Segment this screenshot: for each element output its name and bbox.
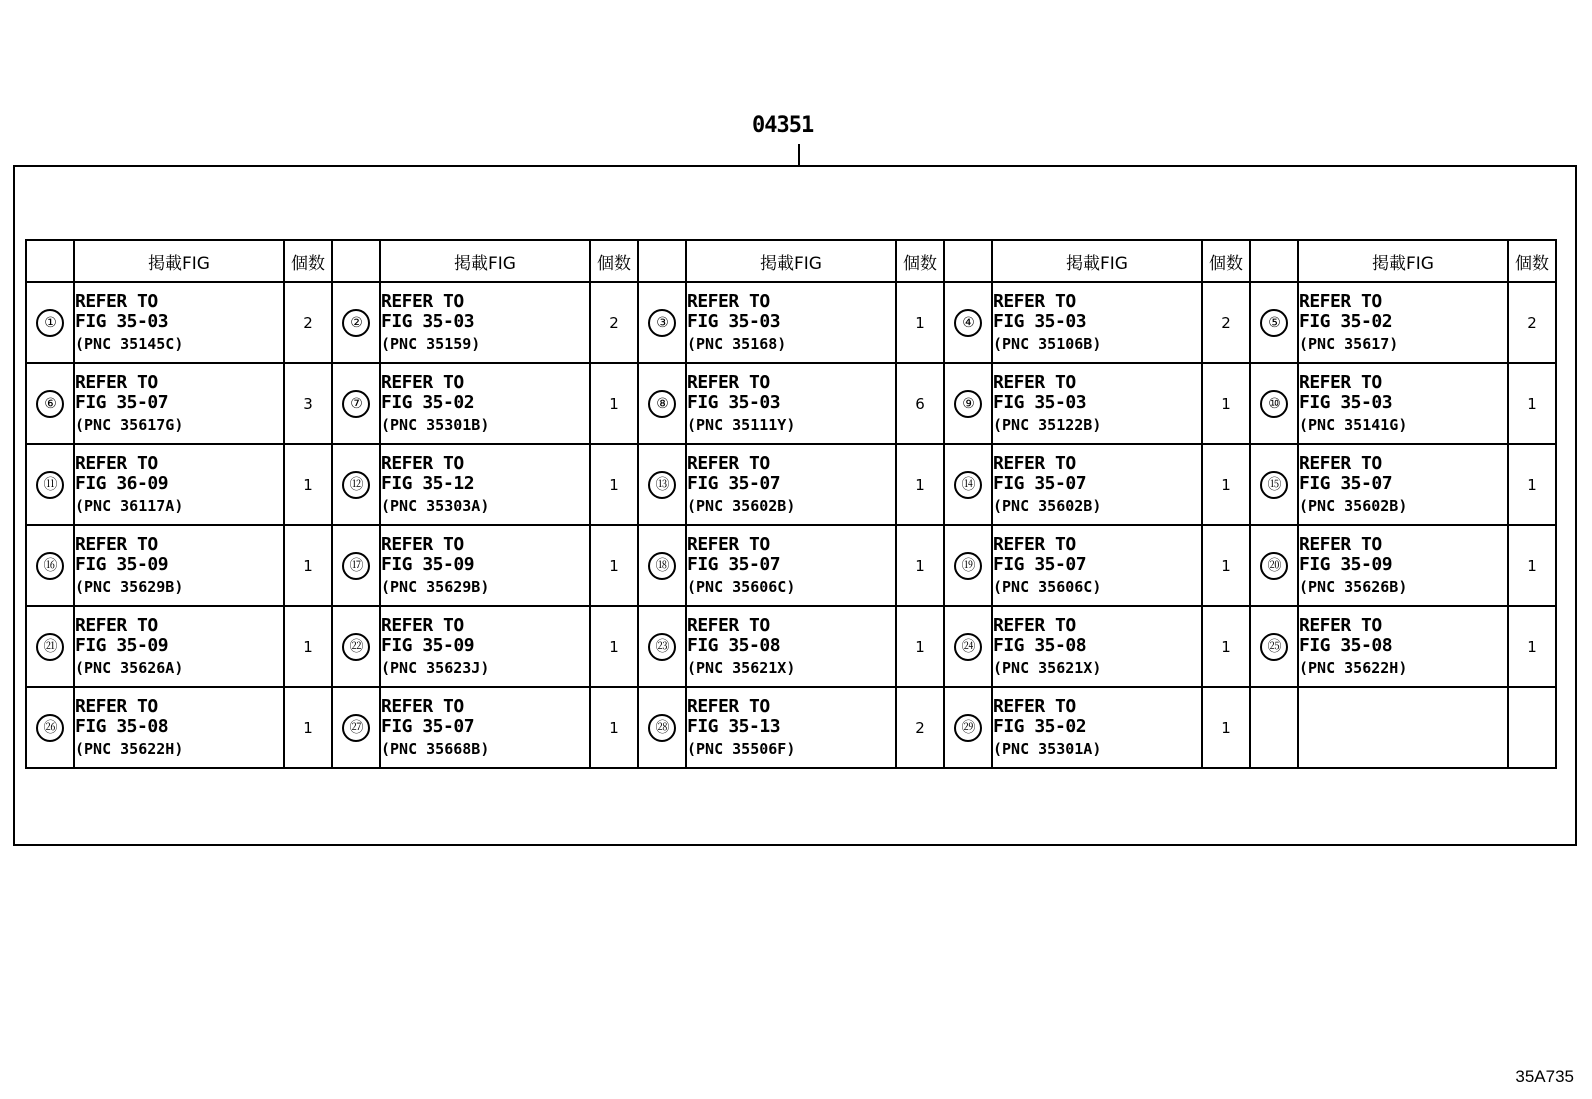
refer-to-text: REFER TO <box>993 533 1076 555</box>
quantity-value: 1 <box>1527 475 1537 494</box>
header-qty-cell: 個数 <box>1202 240 1250 282</box>
header-qty-cell: 個数 <box>896 240 944 282</box>
quantity-cell <box>284 282 332 363</box>
quantity-cell <box>284 363 332 444</box>
quantity-cell <box>1202 687 1250 768</box>
item-number-badge: ㉕ <box>1260 633 1288 661</box>
quantity-cell <box>590 363 638 444</box>
figure-number: FIG 35-03 <box>687 391 781 413</box>
parts-reference-table <box>25 239 1557 769</box>
quantity-cell <box>284 525 332 606</box>
item-number-badge: ⑳ <box>1260 552 1288 580</box>
quantity-value: 2 <box>609 313 619 332</box>
pnc-reference: (PNC 35621X) <box>993 658 1102 677</box>
figure-number: FIG 35-09 <box>381 553 475 575</box>
figure-reference-cell <box>380 687 590 768</box>
refer-to-text: REFER TO <box>381 533 464 555</box>
refer-to-text: REFER TO <box>687 533 770 555</box>
item-number-badge: ⑱ <box>648 552 676 580</box>
quantity-cell <box>896 444 944 525</box>
refer-to-text: REFER TO <box>75 371 158 393</box>
quantity-value: 1 <box>609 556 619 575</box>
header-fig-cell: 掲載FIG <box>686 240 896 282</box>
table-header-row <box>26 240 1556 282</box>
quantity-cell <box>284 444 332 525</box>
quantity-cell <box>284 687 332 768</box>
quantity-cell <box>896 606 944 687</box>
quantity-value: 1 <box>1527 556 1537 575</box>
figure-number: FIG 35-08 <box>993 634 1087 656</box>
pnc-reference: (PNC 35141G) <box>1299 415 1408 434</box>
quantity-cell <box>1202 606 1250 687</box>
item-number-cell <box>638 606 686 687</box>
figure-reference-cell <box>992 525 1202 606</box>
kit-leader-line <box>798 144 800 166</box>
header-fig-cell: 掲載FIG <box>380 240 590 282</box>
refer-to-text: REFER TO <box>687 371 770 393</box>
quantity-cell <box>1508 606 1556 687</box>
refer-to-text: REFER TO <box>381 695 464 717</box>
figure-reference-cell <box>74 282 284 363</box>
figure-number: FIG 35-07 <box>687 472 781 494</box>
item-number-badge: ④ <box>954 309 982 337</box>
figure-reference-cell <box>1298 687 1508 768</box>
item-number-cell <box>332 363 380 444</box>
quantity-value: 1 <box>1221 718 1231 737</box>
quantity-value: 1 <box>303 475 313 494</box>
figure-reference-cell <box>686 282 896 363</box>
quantity-value: 2 <box>1527 313 1537 332</box>
pnc-reference: (PNC 35622H) <box>1299 658 1408 677</box>
table-row <box>26 606 1556 687</box>
table-row <box>26 363 1556 444</box>
table-row <box>26 282 1556 363</box>
figure-reference-cell <box>686 363 896 444</box>
item-number-badge: ① <box>36 309 64 337</box>
quantity-cell <box>1508 444 1556 525</box>
refer-to-text: REFER TO <box>381 290 464 312</box>
figure-number: FIG 35-09 <box>381 634 475 656</box>
item-number-cell <box>332 606 380 687</box>
figure-reference-cell <box>992 606 1202 687</box>
figure-reference-cell <box>1298 444 1508 525</box>
quantity-cell <box>896 687 944 768</box>
figure-number: FIG 35-03 <box>1299 391 1393 413</box>
figure-reference-cell <box>380 363 590 444</box>
quantity-cell <box>590 687 638 768</box>
refer-to-text: REFER TO <box>1299 452 1382 474</box>
drawing-code: 35A735 <box>1515 1067 1574 1086</box>
quantity-value: 1 <box>915 637 925 656</box>
quantity-cell <box>896 282 944 363</box>
refer-to-text: REFER TO <box>687 290 770 312</box>
refer-to-text: REFER TO <box>1299 533 1382 555</box>
pnc-reference: (PNC 35303A) <box>381 496 490 515</box>
figure-reference-cell <box>380 282 590 363</box>
pnc-reference: (PNC 35621X) <box>687 658 796 677</box>
refer-to-text: REFER TO <box>993 614 1076 636</box>
figure-number: FIG 35-09 <box>1299 553 1393 575</box>
item-number-cell <box>26 444 74 525</box>
figure-number: FIG 35-02 <box>993 715 1087 737</box>
pnc-reference: (PNC 35602B) <box>1299 496 1408 515</box>
item-number-badge: ⑩ <box>1260 390 1288 418</box>
header-qty-cell: 個数 <box>284 240 332 282</box>
item-number-cell <box>26 363 74 444</box>
figure-reference-cell <box>74 363 284 444</box>
item-number-badge: ㉔ <box>954 633 982 661</box>
quantity-cell <box>1508 687 1556 768</box>
refer-to-text: REFER TO <box>1299 290 1382 312</box>
figure-number: FIG 35-03 <box>75 310 169 332</box>
figure-number: FIG 35-07 <box>1299 472 1393 494</box>
figure-number: FIG 35-02 <box>381 391 475 413</box>
figure-number: FIG 35-07 <box>993 472 1087 494</box>
figure-reference-cell <box>686 444 896 525</box>
refer-to-text: REFER TO <box>75 290 158 312</box>
item-number-cell <box>26 282 74 363</box>
figure-reference-cell <box>74 687 284 768</box>
refer-to-text: REFER TO <box>687 452 770 474</box>
quantity-value: 2 <box>1221 313 1231 332</box>
item-number-cell <box>944 444 992 525</box>
quantity-value: 1 <box>609 475 619 494</box>
pnc-reference: (PNC 35617) <box>1299 334 1399 353</box>
pnc-reference: (PNC 35111Y) <box>687 415 796 434</box>
refer-to-text: REFER TO <box>1299 614 1382 636</box>
quantity-value: 1 <box>1527 394 1537 413</box>
figure-number: FIG 35-08 <box>75 715 169 737</box>
quantity-cell <box>1202 525 1250 606</box>
item-number-cell <box>944 687 992 768</box>
item-number-badge: ⑫ <box>342 471 370 499</box>
item-number-badge: ⑥ <box>36 390 64 418</box>
refer-to-text: REFER TO <box>1299 371 1382 393</box>
item-number-cell <box>332 282 380 363</box>
item-number-cell <box>332 687 380 768</box>
item-number-badge: ③ <box>648 309 676 337</box>
table-row <box>26 444 1556 525</box>
item-number-badge: ㉙ <box>954 714 982 742</box>
figure-number: FIG 35-03 <box>381 310 475 332</box>
quantity-cell <box>1508 282 1556 363</box>
refer-to-text: REFER TO <box>993 290 1076 312</box>
item-number-badge: ㉖ <box>36 714 64 742</box>
table-row <box>26 687 1556 768</box>
figure-number: FIG 35-07 <box>993 553 1087 575</box>
figure-reference-cell <box>686 687 896 768</box>
pnc-reference: (PNC 35602B) <box>993 496 1102 515</box>
item-number-badge: ⑮ <box>1260 471 1288 499</box>
pnc-reference: (PNC 35602B) <box>687 496 796 515</box>
item-number-cell <box>1250 444 1298 525</box>
header-fig-cell: 掲載FIG <box>992 240 1202 282</box>
item-number-badge: ㉑ <box>36 633 64 661</box>
refer-to-text: REFER TO <box>381 371 464 393</box>
quantity-value: 1 <box>1527 637 1537 656</box>
figure-reference-cell <box>992 687 1202 768</box>
figure-reference-cell <box>992 444 1202 525</box>
item-number-cell <box>944 606 992 687</box>
table-body <box>26 282 1556 768</box>
item-number-cell <box>1250 687 1298 768</box>
quantity-value: 2 <box>303 313 313 332</box>
item-number-cell <box>332 525 380 606</box>
figure-number: FIG 35-07 <box>75 391 169 413</box>
quantity-value: 1 <box>1221 394 1231 413</box>
figure-reference-cell <box>380 525 590 606</box>
refer-to-text: REFER TO <box>75 695 158 717</box>
quantity-value: 1 <box>303 718 313 737</box>
figure-number: FIG 36-09 <box>75 472 169 494</box>
quantity-cell <box>1508 525 1556 606</box>
item-number-badge: ⑦ <box>342 390 370 418</box>
quantity-value: 1 <box>609 394 619 413</box>
pnc-reference: (PNC 35606C) <box>993 577 1102 596</box>
figure-number: FIG 35-03 <box>993 310 1087 332</box>
quantity-cell <box>1202 444 1250 525</box>
item-number-cell <box>638 282 686 363</box>
item-number-badge: ⑧ <box>648 390 676 418</box>
refer-to-text: REFER TO <box>381 452 464 474</box>
item-number-cell <box>944 525 992 606</box>
item-number-cell <box>332 444 380 525</box>
quantity-cell <box>1202 282 1250 363</box>
item-number-cell <box>638 444 686 525</box>
pnc-reference: (PNC 35629B) <box>381 577 490 596</box>
refer-to-text: REFER TO <box>993 695 1076 717</box>
item-number-cell <box>1250 525 1298 606</box>
refer-to-text: REFER TO <box>75 452 158 474</box>
header-qty-cell: 個数 <box>590 240 638 282</box>
item-number-cell <box>1250 606 1298 687</box>
item-number-cell <box>638 525 686 606</box>
item-number-cell <box>944 282 992 363</box>
pnc-reference: (PNC 35606C) <box>687 577 796 596</box>
figure-reference-cell <box>1298 606 1508 687</box>
figure-number: FIG 35-07 <box>381 715 475 737</box>
pnc-reference: (PNC 35122B) <box>993 415 1102 434</box>
quantity-cell <box>1508 363 1556 444</box>
item-number-cell <box>26 687 74 768</box>
pnc-reference: (PNC 35668B) <box>381 739 490 758</box>
item-number-badge: ㉒ <box>342 633 370 661</box>
header-no-cell <box>638 240 686 282</box>
pnc-reference: (PNC 35626A) <box>75 658 184 677</box>
figure-number: FIG 35-03 <box>687 310 781 332</box>
item-number-badge: ⑯ <box>36 552 64 580</box>
pnc-reference: (PNC 35506F) <box>687 739 796 758</box>
quantity-value: 1 <box>609 718 619 737</box>
figure-number: FIG 35-02 <box>1299 310 1393 332</box>
figure-reference-cell <box>686 606 896 687</box>
kit-number-label: 04351 <box>752 113 814 138</box>
figure-number: FIG 35-12 <box>381 472 475 494</box>
refer-to-text: REFER TO <box>381 614 464 636</box>
figure-reference-cell <box>74 606 284 687</box>
quantity-cell <box>1202 363 1250 444</box>
pnc-reference: (PNC 35623J) <box>381 658 490 677</box>
quantity-value: 1 <box>915 313 925 332</box>
pnc-reference: (PNC 35168) <box>687 334 787 353</box>
item-number-cell <box>26 525 74 606</box>
figure-reference-cell <box>1298 363 1508 444</box>
quantity-value: 2 <box>915 718 925 737</box>
item-number-badge: ⑰ <box>342 552 370 580</box>
quantity-cell <box>896 525 944 606</box>
figure-reference-cell <box>992 282 1202 363</box>
refer-to-text: REFER TO <box>75 614 158 636</box>
quantity-value: 1 <box>1221 475 1231 494</box>
header-fig-cell: 掲載FIG <box>74 240 284 282</box>
quantity-cell <box>590 606 638 687</box>
refer-to-text: REFER TO <box>687 695 770 717</box>
pnc-reference: (PNC 35106B) <box>993 334 1102 353</box>
figure-number: FIG 35-03 <box>993 391 1087 413</box>
item-number-badge: ⑭ <box>954 471 982 499</box>
figure-number: FIG 35-08 <box>1299 634 1393 656</box>
figure-reference-cell <box>380 444 590 525</box>
figure-number: FIG 35-08 <box>687 634 781 656</box>
item-number-cell <box>944 363 992 444</box>
item-number-badge: ⑪ <box>36 471 64 499</box>
quantity-cell <box>590 444 638 525</box>
refer-to-text: REFER TO <box>993 371 1076 393</box>
figure-number: FIG 35-09 <box>75 553 169 575</box>
pnc-reference: (PNC 35301A) <box>993 739 1102 758</box>
pnc-reference: (PNC 35626B) <box>1299 577 1408 596</box>
quantity-cell <box>284 606 332 687</box>
item-number-badge: ⑤ <box>1260 309 1288 337</box>
item-number-badge: ⑨ <box>954 390 982 418</box>
table-row <box>26 525 1556 606</box>
figure-reference-cell <box>1298 282 1508 363</box>
quantity-value: 1 <box>915 556 925 575</box>
item-number-badge: ㉓ <box>648 633 676 661</box>
quantity-value: 1 <box>1221 637 1231 656</box>
quantity-value: 3 <box>303 394 313 413</box>
figure-number: FIG 35-13 <box>687 715 781 737</box>
quantity-value: 1 <box>303 637 313 656</box>
item-number-badge: ⑬ <box>648 471 676 499</box>
pnc-reference: (PNC 35617G) <box>75 415 184 434</box>
pnc-reference: (PNC 35629B) <box>75 577 184 596</box>
item-number-cell <box>638 363 686 444</box>
refer-to-text: REFER TO <box>75 533 158 555</box>
item-number-cell <box>1250 282 1298 363</box>
pnc-reference: (PNC 35301B) <box>381 415 490 434</box>
quantity-value: 1 <box>303 556 313 575</box>
refer-to-text: REFER TO <box>687 614 770 636</box>
quantity-value: 1 <box>915 475 925 494</box>
figure-number: FIG 35-07 <box>687 553 781 575</box>
figure-reference-cell <box>1298 525 1508 606</box>
header-no-cell <box>944 240 992 282</box>
item-number-cell <box>638 687 686 768</box>
figure-reference-cell <box>380 606 590 687</box>
pnc-reference: (PNC 35145C) <box>75 334 184 353</box>
figure-number: FIG 35-09 <box>75 634 169 656</box>
header-no-cell <box>26 240 74 282</box>
item-number-badge: ② <box>342 309 370 337</box>
item-number-badge: ㉘ <box>648 714 676 742</box>
refer-to-text: REFER TO <box>993 452 1076 474</box>
quantity-value: 6 <box>915 394 925 413</box>
figure-reference-cell <box>74 525 284 606</box>
figure-reference-cell <box>74 444 284 525</box>
header-fig-cell: 掲載FIG <box>1298 240 1508 282</box>
item-number-badge: ⑲ <box>954 552 982 580</box>
item-number-badge: ㉗ <box>342 714 370 742</box>
figure-reference-cell <box>992 363 1202 444</box>
quantity-cell <box>590 525 638 606</box>
item-number-cell <box>1250 363 1298 444</box>
item-number-cell <box>26 606 74 687</box>
quantity-cell <box>896 363 944 444</box>
pnc-reference: (PNC 35622H) <box>75 739 184 758</box>
pnc-reference: (PNC 36117A) <box>75 496 184 515</box>
header-qty-cell: 個数 <box>1508 240 1556 282</box>
header-no-cell <box>332 240 380 282</box>
quantity-value: 1 <box>609 637 619 656</box>
header-no-cell <box>1250 240 1298 282</box>
figure-reference-cell <box>686 525 896 606</box>
pnc-reference: (PNC 35159) <box>381 334 481 353</box>
quantity-value: 1 <box>1221 556 1231 575</box>
quantity-cell <box>590 282 638 363</box>
